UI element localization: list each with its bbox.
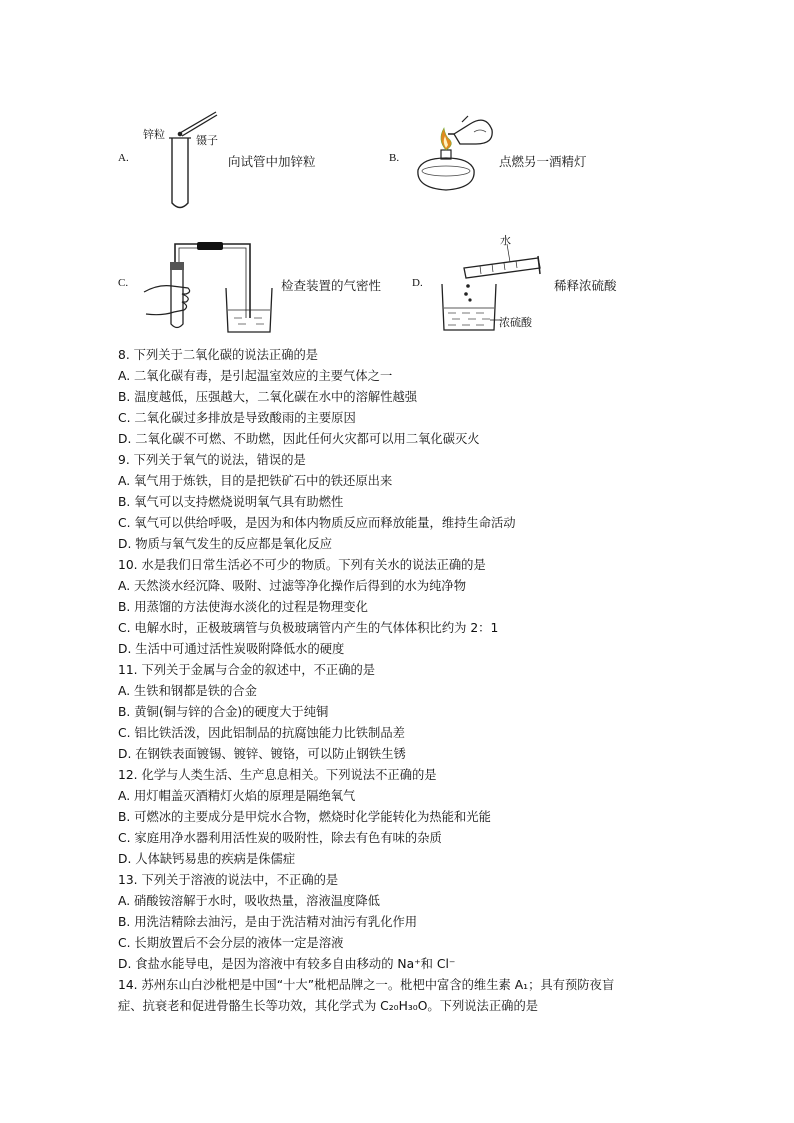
question-10-stem: 10. 水是我们日常生活必不可少的物质。下列有关水的说法正确的是 xyxy=(118,558,486,572)
question-10-option-c: C. 电解水时，正极玻璃管与负极玻璃管内产生的气体体积比约为 2：1 xyxy=(118,621,499,635)
question-13-stem: 13. 下列关于溶液的说法中，不正确的是 xyxy=(118,873,339,887)
tweezers-label: 镊子 xyxy=(196,134,218,147)
question-9-option-c: C. 氧气可以供给呼吸，是因为和体内物质反应而释放能量，维持生命活动 xyxy=(118,516,516,530)
question-9-option-a: A. 氧气用于炼铁，目的是把铁矿石中的铁还原出来 xyxy=(118,474,393,488)
question-11-option-c: C. 铝比铁活泼，因此铝制品的抗腐蚀能力比铁制品差 xyxy=(118,726,405,740)
airtightness-check-diagram xyxy=(142,236,282,336)
question-13-option-d: D. 食盐水能导电，是因为溶液中有较多自由移动的 Na⁺和 Cl⁻ xyxy=(118,957,456,971)
dilute-acid-diagram xyxy=(430,230,545,335)
option-letter-d: D. xyxy=(412,277,423,289)
sulfuric-acid-label: 浓硫酸 xyxy=(499,316,532,329)
question-8-stem: 8. 下列关于二氧化碳的说法正确的是 xyxy=(118,348,319,362)
option-letter-c: C. xyxy=(118,277,129,289)
question-13-option-b: B. 用洗洁精除去油污，是由于洗洁精对油污有乳化作用 xyxy=(118,915,418,929)
question-8-option-a: A. 二氧化碳有毒，是引起温室效应的主要气体之一 xyxy=(118,369,393,383)
question-11-option-d: D. 在钢铁表面镀锡、镀锌、镀铬，可以防止钢铁生锈 xyxy=(118,747,406,761)
test-tube-diagram xyxy=(160,108,220,208)
question-11-option-b: B. 黄铜(铜与锌的合金)的硬度大于纯铜 xyxy=(118,705,329,719)
question-14-stem-line-1: 14. 苏州东山白沙枇杷是中国“十大”枇杷品牌之一。枇杷中富含的维生素 A₁；具有预防夜盲 xyxy=(118,978,615,992)
question-13-option-c: C. 长期放置后不会分层的液体一定是溶液 xyxy=(118,936,344,950)
caption-b: 点燃另一酒精灯 xyxy=(499,154,587,169)
question-12-option-d: D. 人体缺钙易患的疾病是侏儒症 xyxy=(118,852,296,866)
question-11-stem: 11. 下列关于金属与合金的叙述中，不正确的是 xyxy=(118,663,376,677)
question-12-stem: 12. 化学与人类生活、生产息息相关。下列说法不正确的是 xyxy=(118,768,437,782)
question-9-stem: 9. 下列关于氧气的说法，错误的是 xyxy=(118,453,306,467)
question-10-option-a: A. 天然淡水经沉降、吸附、过滤等净化操作后得到的水为纯净物 xyxy=(118,579,467,593)
question-8-option-b: B. 温度越低，压强越大，二氧化碳在水中的溶解性越强 xyxy=(118,390,418,404)
question-9-option-d: D. 物质与氧气发生的反应都是氧化反应 xyxy=(118,537,333,551)
zinc-label: 锌粒 xyxy=(143,128,165,141)
question-10-option-b: B. 用蒸馏的方法使海水淡化的过程是物理变化 xyxy=(118,600,368,614)
alcohol-lamp-diagram xyxy=(410,110,495,195)
question-13-option-a: A. 硝酸铵溶解于水时，吸收热量，溶液温度降低 xyxy=(118,894,380,908)
question-14-stem-line-2: 症、抗衰老和促进骨骼生长等功效，其化学式为 C₂₀H₃₀O。下列说法正确的是 xyxy=(118,999,539,1013)
question-11-option-a: A. 生铁和钢都是铁的合金 xyxy=(118,684,257,698)
caption-d: 稀释浓硫酸 xyxy=(554,278,617,293)
caption-a: 向试管中加锌粒 xyxy=(228,154,316,169)
question-12-option-b: B. 可燃冰的主要成分是甲烷水合物，燃烧时化学能转化为热能和光能 xyxy=(118,810,491,824)
question-12-option-a: A. 用灯帽盖灭酒精灯火焰的原理是隔绝氧气 xyxy=(118,789,356,803)
question-8-option-d: D. 二氧化碳不可燃、不助燃，因此任何火灾都可以用二氧化碳灭火 xyxy=(118,432,480,446)
water-label: 水 xyxy=(500,234,511,247)
question-9-option-b: B. 氧气可以支持燃烧说明氧气具有助燃性 xyxy=(118,495,344,509)
question-12-option-c: C. 家庭用净水器利用活性炭的吸附性，除去有色有味的杂质 xyxy=(118,831,442,845)
question-10-option-d: D. 生活中可通过活性炭吸附降低水的硬度 xyxy=(118,642,345,656)
question-8-option-c: C. 二氧化碳过多排放是导致酸雨的主要原因 xyxy=(118,411,356,425)
option-letter-b: B. xyxy=(389,152,400,164)
caption-c: 检查装置的气密性 xyxy=(281,278,382,293)
option-letter-a: A. xyxy=(118,152,129,164)
